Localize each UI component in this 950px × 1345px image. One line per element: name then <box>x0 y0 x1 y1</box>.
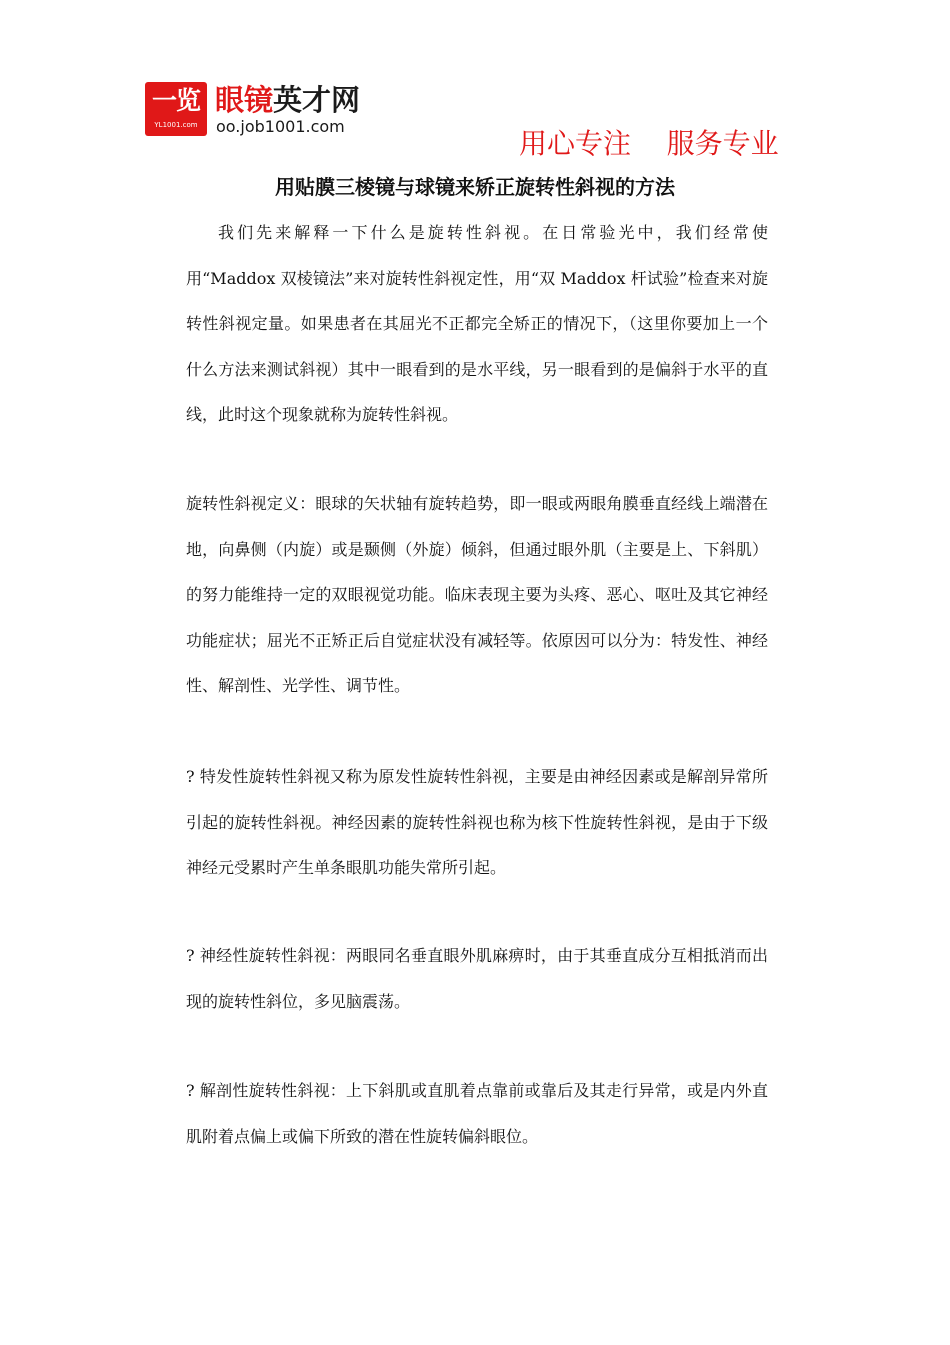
logo-badge-domain: YL1001.com <box>154 121 198 129</box>
logo-badge-text: 一览 <box>151 86 200 115</box>
logo-url: oo.job1001.com <box>216 117 345 136</box>
logo-name-red-part: 眼镜 <box>215 83 274 117</box>
paragraph-anatomical: ? 解剖性旋转性斜视：上下斜肌或直肌着点靠前或靠后及其走行异常，或是内外直肌附着点偏上或偏下所致的潜在性旋转偏斜眼位。 <box>186 1081 768 1146</box>
paragraph-neurogenic: ? 神经性旋转性斜视：两眼同名垂直眼外肌麻痹时，由于其垂直成分互相抵消而出现的旋转性斜位，多见脑震荡。 <box>186 946 768 1011</box>
logo-site-name <box>215 84 360 116</box>
logo-name-black-part: 英才网 <box>273 83 361 117</box>
paragraph-intro: 我们先来解释一下什么是旋转性斜视。在日常验光中，我们经常使用“Maddox 双棱镜法”来对旋转性斜视定性，用“双 Maddox 杆试验”检查来对旋转性斜视定量。如果患者在其屈光不正都完全矫正的情况下，（这里你要加上一个什么方法来测试斜视）其中一眼看到的是水平线，另一眼看到的是偏斜于水平的直线，此时这个现象就称为旋转性斜视。 <box>186 223 768 424</box>
site-logo <box>145 82 395 140</box>
logo-badge <box>145 82 207 136</box>
paragraph-idiopathic: ? 特发性旋转性斜视又称为原发性旋转性斜视，主要是由神经因素或是解剖异常所引起的旋转性斜视。神经因素的旋转性斜视也称为核下性旋转性斜视，是由于下级神经元受累时产生单条眼肌功能失常所引起。 <box>186 767 768 877</box>
paragraph-definition: 旋转性斜视定义：眼球的矢状轴有旋转趋势，即一眼或两眼角膜垂直经线上端潜在地，向鼻侧（内旋）或是颞侧（外旋）倾斜，但通过眼外肌（主要是上、下斜肌）的努力能维持一定的双眼视觉功能。临床表现主要为头疼、恶心、呕吐及其它神经功能症状；屈光不正矫正后自觉症状没有减轻等。依原因可以分为：特发性、神经性、解剖性、光学性、调节性。 <box>186 494 768 695</box>
header-slogan: 用心专注 服务专业 <box>519 127 779 160</box>
document-title: 用贴膜三棱镜与球镜来矫正旋转性斜视的方法 <box>275 175 675 199</box>
